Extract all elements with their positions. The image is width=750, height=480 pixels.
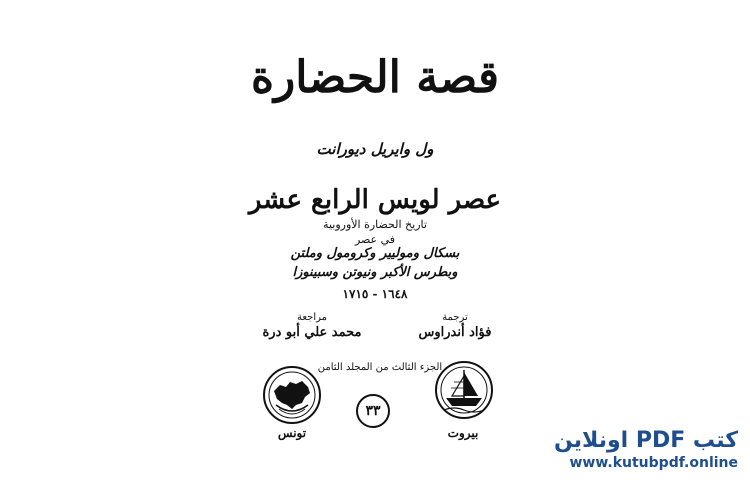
years-range: ١٦٤٨ - ١٧١٥	[342, 287, 408, 301]
watermark-url[interactable]: www.kutubpdf.online	[569, 455, 738, 471]
volume-label: الجزء الثالث من المجلد الثامن	[317, 362, 443, 373]
reviewer-label: مراجعة	[296, 312, 328, 323]
reviewer-credit	[262, 312, 362, 340]
in-era-line: في عصر	[354, 233, 396, 246]
site-watermark	[554, 428, 738, 472]
names-line-1: بسكال وموليير وكرومول وملتن	[290, 246, 460, 261]
history-line: تاريخ الحضارة الأوروبية	[323, 218, 427, 231]
translator-credit	[400, 312, 510, 340]
translator-label: ترجمة	[442, 312, 468, 323]
book-title: قصة الحضارة	[251, 52, 499, 103]
ship-emblem-icon	[434, 360, 494, 420]
arab-league-map-emblem-icon	[262, 365, 322, 425]
volume-number-badge: ٣٣	[356, 394, 390, 428]
names-line-2: وبطرس الأكبر ونيوتن وسبينوزا	[292, 265, 458, 280]
authors-line: ول وايريل ديورانت	[316, 140, 434, 158]
publisher-city-right: بيروت	[447, 426, 479, 440]
translator-name: فؤاد أندراوس	[418, 325, 492, 340]
watermark-arabic-text: كتب PDF اونلاين	[553, 428, 738, 453]
volume-subtitle: عصر لويس الرابع عشر	[248, 185, 502, 215]
reviewer-name: محمد علي أبو درة	[262, 325, 362, 340]
publisher-city-left: تونس	[277, 426, 307, 440]
